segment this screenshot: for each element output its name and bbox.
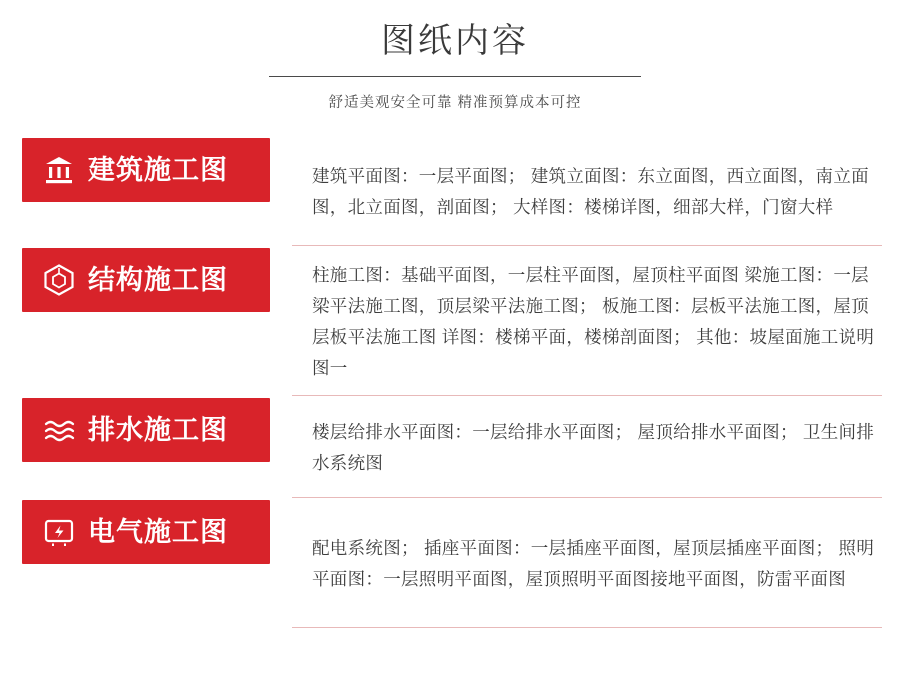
row-divider — [292, 395, 882, 396]
section-label: 排水施工图 — [88, 415, 228, 445]
section-row — [0, 398, 910, 498]
section-description-wrap — [270, 500, 888, 628]
page-subtitle: 舒适美观安全可靠 精准预算成本可控 — [328, 95, 582, 111]
electric-panel-icon — [40, 513, 78, 551]
section-description-wrap — [270, 138, 888, 246]
header-divider — [269, 76, 641, 77]
section-row — [0, 248, 910, 396]
section-badge-structure — [22, 248, 270, 312]
section-description: 柱施工图：基础平面图，一层柱平面图，屋顶柱平面图 梁施工图：一层梁平法施工图，顶层梁平法施工图； 板施工图：层板平法施工图，屋顶层板平法施工图 详图：楼梯平面，楼梯剖面图； 其他：坡屋面施工说明图一 — [312, 265, 875, 378]
section-description-wrap — [270, 398, 888, 498]
water-waves-icon — [40, 411, 78, 449]
section-description: 配电系统图； 插座平面图：一层插座平面图，屋顶层插座平面图； 照明平面图：一层照明平面图，屋顶照明平面图接地平面图，防雷平面图 — [312, 538, 875, 589]
row-divider — [292, 245, 882, 246]
section-label: 建筑施工图 — [88, 155, 228, 185]
section-label: 电气施工图 — [88, 517, 228, 547]
section-description-wrap — [270, 248, 888, 396]
section-row — [0, 138, 910, 246]
page-header — [0, 0, 910, 112]
section-badge-drainage — [22, 398, 270, 462]
section-description: 建筑平面图：一层平面图； 建筑立面图：东立面图，西立面图，南立面图，北立面图，剖面图； 大样图：楼梯详图，细部大样，门窗大样 — [312, 166, 869, 217]
section-badge-electrical — [22, 500, 270, 564]
row-divider — [292, 627, 882, 628]
bank-building-icon — [40, 151, 78, 189]
page-title: 图纸内容 — [381, 22, 529, 60]
section-label: 结构施工图 — [88, 265, 228, 295]
section-description: 楼层给排水平面图：一层给排水平面图； 屋顶给排水平面图； 卫生间排水系统图 — [312, 422, 875, 473]
section-badge-architecture — [22, 138, 270, 202]
cube-structure-icon — [40, 261, 78, 299]
row-divider — [292, 497, 882, 498]
section-row — [0, 500, 910, 628]
section-list — [0, 138, 910, 628]
